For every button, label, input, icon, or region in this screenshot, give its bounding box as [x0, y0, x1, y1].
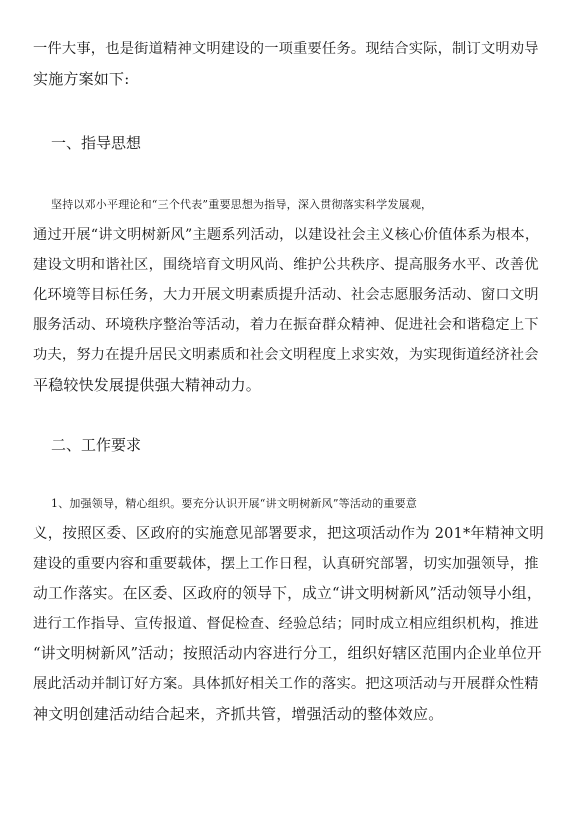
- section2-line-4: 动工作落实。在区委、区政府的领导下，成立“讲文明树新风”活动领导小组，: [33, 585, 542, 602]
- section1-line-6: 功夫，努力在提升居民文明素质和社会文明程度上求实效，为实现街道经济社会: [33, 347, 539, 363]
- section1-line-7: 平稳较快发展提供强大精神动力。: [33, 376, 262, 394]
- section1-line-1: 坚持以邓小平理论和“三个代表”重要思想为指导，深入贯彻落实科学发展观，: [51, 198, 433, 211]
- section2-line-1: 1、加强领导，精心组织。要充分认识开展“讲文明树新风”等活动的重要意: [51, 497, 418, 510]
- section2-line-6: “讲文明树新风”活动；按照活动内容进行分工，组织好辖区范围内企业单位开: [33, 645, 542, 662]
- section2-line-5: 进行工作指导、宣传报道、督促检查、经验总结；同时成立相应组织机构，推进: [33, 616, 539, 632]
- section1-line-3: 建设文明和谐社区，围绕培育文明风尚、维护公共秩序、提高服务水平、改善优: [33, 257, 539, 273]
- section2-line-7: 展此活动并制订好方案。具体抓好相关工作的落实。把这项活动与开展群众性精: [33, 676, 539, 692]
- section1-line-4: 化环境等目标任务，大力开展文明素质提升活动、社会志愿服务活动、窗口文明: [33, 287, 539, 303]
- intro-line-1: 一件大事，也是街道精神文明建设的一项重要任务。现结合实际，制订文明劝导: [33, 41, 539, 57]
- section2-paragraph: [33, 489, 547, 729]
- intro-paragraph: [33, 34, 547, 94]
- section1-line-2: 通过开展“讲文明树新风”主题系列活动，以建设社会主义核心价值体系为根本，: [33, 227, 540, 243]
- section1-heading: 一、指导思想: [51, 134, 142, 152]
- section1-line-5: 服务活动、环境秩序整治等活动，着力在振奋群众精神、促进社会和谐稳定上下: [33, 317, 539, 333]
- intro-line-2: 实施方案如下:: [33, 70, 130, 88]
- section2-line-8: 神文明创建活动结合起来，齐抓共管，增强活动的整体效应。: [33, 705, 444, 723]
- section2-heading: 二、工作要求: [51, 436, 142, 454]
- section1-paragraph: [33, 190, 547, 400]
- section2-line-2: 义，按照区委、区政府的实施意见部署要求，把这项活动作为 201*年精神文明: [33, 526, 544, 542]
- section2-line-3: 建设的重要内容和重要载体，摆上工作日程，认真研究部署，切实加强领导，推: [33, 556, 539, 572]
